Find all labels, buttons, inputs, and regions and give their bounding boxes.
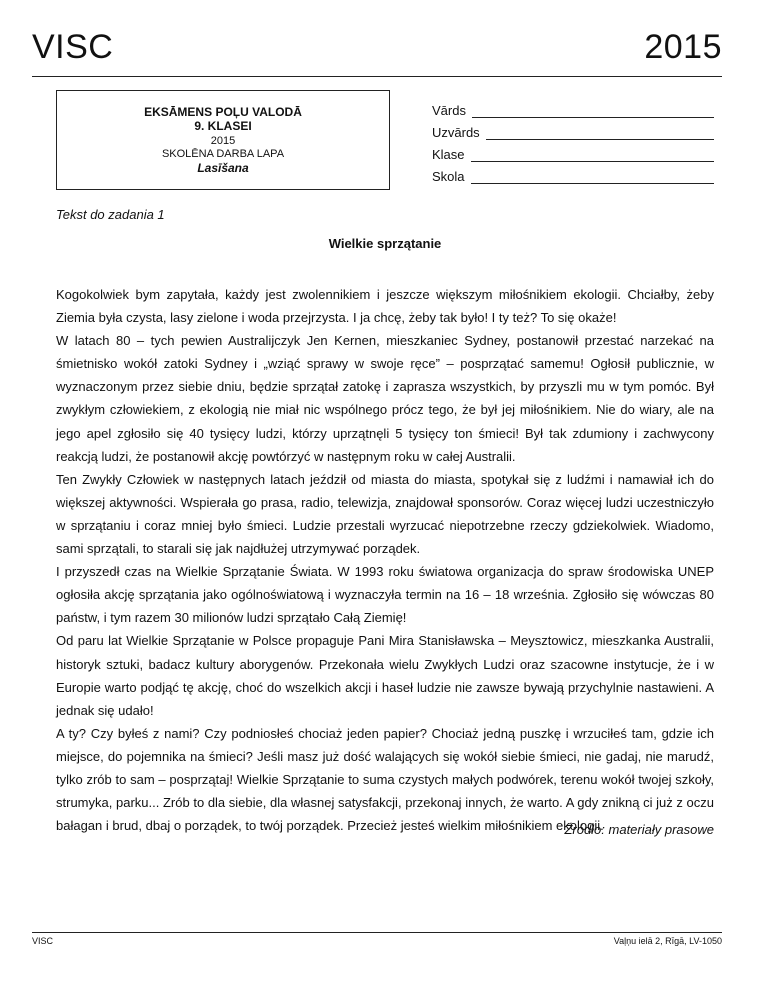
surname-field-label: Uzvārds bbox=[432, 125, 480, 140]
paragraph: Kogokolwiek bym zapytała, każdy jest zwolennikiem i jeszcze większym miłośnikiem ekologii. Chciałby, żeby Ziemia była czysta, lasy zielone i woda przejrzysta. I ja chcę, żeby tak było! I ty też? To się okaże! bbox=[56, 287, 714, 326]
class-field[interactable] bbox=[432, 140, 714, 162]
exam-info-box bbox=[56, 90, 390, 190]
header-org: VISC bbox=[32, 28, 114, 66]
student-fields bbox=[432, 96, 714, 184]
exam-sheet-type: SKOLĒNA DARBA LAPA bbox=[161, 148, 285, 160]
reading-text bbox=[56, 283, 714, 837]
footer-address: Vaļņu ielā 2, Rīgā, LV-1050 bbox=[613, 936, 722, 946]
class-field-line[interactable] bbox=[471, 148, 714, 162]
paragraph: A ty? Czy byłeś z nami? Czy podniosłeś chociaż jeden papier? Chociaż jedną puszkę i wrzuciłeś tam, gdzie ich miejsce, do pojemnika na śmieci? Jeśli masz już dość walających się wokół siebie śmieci, nie gadaj, nie marudź, tylko zrób to sam – posprzątaj! Wielkie Sprzątanie to suma czystych małych podwórek, terenu wokół twojej szkoły, strumyka, parku... Zrób to dla siebie, dla własnej satysfakcji, przekonaj innych, że warto. A gdy znikną ci już z oczu bałagan i brud, dbaj o porządek, to twój porządek. Przecież jesteś wielkim miłośnikiem ekologii. bbox=[56, 725, 714, 834]
class-field-label: Klase bbox=[432, 147, 465, 162]
exam-year: 2015 bbox=[210, 135, 236, 147]
header-divider bbox=[32, 76, 722, 77]
name-field-label: Vārds bbox=[432, 103, 466, 118]
surname-field-line[interactable] bbox=[486, 126, 714, 140]
task-label: Tekst do zadania 1 bbox=[56, 207, 165, 222]
paragraph: Od paru lat Wielkie Sprzątanie w Polsce propaguje Pani Mira Stanisławska – Meysztowicz, mieszkanka Australii, historyk sztuki, badacz kultury aborygenów. Przekonała wielu Zwykłych Ludzi oraz szacowne instytucje, że i w Europie warto podjąć tę akcję, choć do wszelkich akcji i haseł ludzie nie zawsze bywają przychylnie nastawieni. A jednak się udało! bbox=[56, 633, 714, 718]
paragraph: W latach 80 – tych pewien Australijczyk Jen Kernen, mieszkaniec Sydney, postanowił przestać narzekać na śmietnisko wokół zatoki Sydney i „wziąć sprawy w swoje ręce” – posprzątać samemu! Ogłosił publicznie, w wyznaczonym przez siebie dniu, będzie sprzątał zatokę i zaprasza wszystkich, by przyszli mu w tym pomóc. Był zwykłym człowiekiem, z ekologią nie miał nic wspólnego prócz tego, że był jej miłośnikiem. Nie do wiary, ale na jego apel zgłosiło się 40 tysięcy ludzi, którzy uprzątnęli 5 tysięcy ton śmieci! Był tak zdumiony i zachwycony reakcją ludzi, że postanowił akcję powtórzyć w następnym roku w całej Australii. bbox=[56, 333, 714, 464]
school-field-line[interactable] bbox=[471, 170, 714, 184]
header-year: 2015 bbox=[644, 28, 722, 66]
name-field[interactable] bbox=[432, 96, 714, 118]
school-field[interactable] bbox=[432, 162, 714, 184]
footer-org: VISC bbox=[32, 936, 54, 946]
exam-title: EKSĀMENS POĻU VALODĀ bbox=[144, 105, 302, 119]
school-field-label: Skola bbox=[432, 169, 465, 184]
paragraph: I przyszedł czas na Wielkie Sprzątanie Świata. W 1993 roku światowa organizacja do spraw środowiska UNEP ogłosiła akcję sprzątania jako ogólnoświatową i wyznaczyła termin na 16 – 18 września. Zgłosiło się wówczas 80 państw, i tym razem 30 milionów ludzi sprzątało Całą Ziemię! bbox=[56, 564, 714, 626]
name-field-line[interactable] bbox=[472, 104, 714, 118]
text-title: Wielkie sprzątanie bbox=[328, 236, 442, 251]
footer-divider bbox=[32, 932, 722, 933]
exam-section: Lasīšana bbox=[197, 161, 249, 175]
source-note: Źródło: materiały prasowe bbox=[564, 822, 714, 837]
surname-field[interactable] bbox=[432, 118, 714, 140]
paragraph: Ten Zwykły Człowiek w następnych latach jeździł od miasta do miasta, spotykał się z ludźmi i namawiał ich do większej aktywności. Wspierała go prasa, radio, telewizja, znajdował sponsorów. Coraz więcej ludzi uczestniczyło w sprzątaniu i coraz mniej było śmieci. Ludzie przestali wyrzucać niepotrzebne rzeczy gdziekolwiek. Wiadomo, sami sprzątali, to starali się jak najdłużej utrzymywać porządek. bbox=[56, 471, 714, 557]
exam-grade: 9. KLASEI bbox=[194, 119, 252, 133]
